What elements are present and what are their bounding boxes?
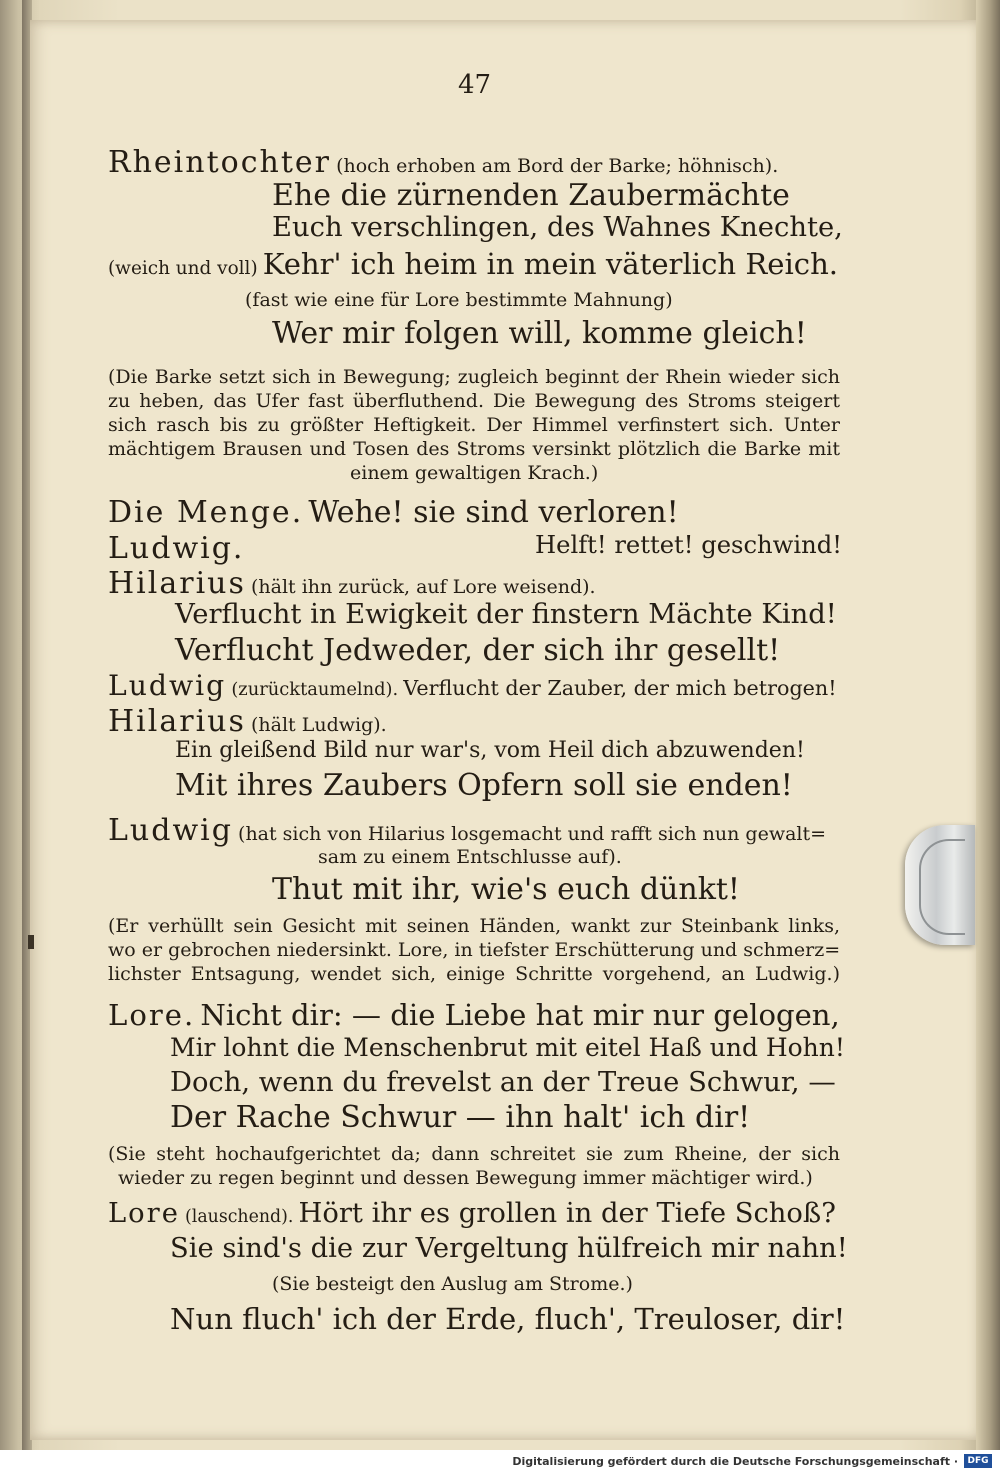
- verse-line: Kehr' ich heim in mein väterlich Reich.: [262, 247, 839, 281]
- line-4: [108, 247, 838, 281]
- speaker-lore: Lore: [108, 1198, 180, 1229]
- speaker-hilarius: Hilarius: [108, 704, 246, 739]
- stage-direction: (fast wie eine für Lore bestimmte Mahnung): [245, 289, 673, 311]
- speaker-ludwig: Ludwig: [108, 669, 227, 702]
- verse-line: Wehe! sie sind verloren!: [308, 495, 679, 530]
- line-9: [108, 566, 596, 601]
- stage-direction: (hat sich von Hilarius losgemacht und rafft sich nun gewalt=: [238, 823, 827, 845]
- speaker-hilarius: Hilarius: [108, 566, 246, 601]
- speaker-die-menge: Die Menge.: [108, 495, 304, 530]
- verse-line: Mir lohnt die Menschenbrut mit eitel Haß und Hohn!: [170, 1033, 845, 1062]
- stage-direction: (hält Ludwig).: [250, 714, 387, 736]
- page-edge: [976, 0, 1000, 1450]
- verse-line: Nun fluch' ich der Erde, fluch', Treuloser, dir!: [170, 1302, 846, 1336]
- verse-line: Helft! rettet! geschwind!: [535, 531, 842, 559]
- stage-direction: wo er gebrochen niedersinkt. Lore, in tiefster Erschütterung und schmerz=: [108, 939, 841, 961]
- margin-mark: [28, 935, 34, 949]
- speaker-ludwig: Ludwig: [108, 813, 233, 848]
- verse-line: Ehe die zürnenden Zaubermächte: [272, 178, 790, 213]
- verse-line: Der Rache Schwur — ihn halt' ich dir!: [170, 1100, 751, 1135]
- line-12: [108, 669, 837, 702]
- line-1: [108, 145, 778, 180]
- line-7: [108, 495, 679, 530]
- stage-direction: (zurücktaumelnd).: [231, 679, 399, 700]
- stage-direction: (Sie besteigt den Auslug am Strome.): [272, 1273, 633, 1295]
- stage-direction: (weich und voll): [108, 258, 258, 279]
- paper-clip-inner: [919, 839, 965, 935]
- paper-clip: [905, 825, 975, 945]
- stage-direction: zu heben, das Ufer fast überfluthend. Die Bewegung des Stroms steigert: [108, 390, 840, 412]
- line-22: [108, 1198, 836, 1229]
- stage-direction: (hält ihn zurück, auf Lore weisend).: [250, 576, 596, 598]
- speaker-lore: Lore.: [108, 998, 196, 1032]
- stage-direction: einem gewaltigen Krach.): [350, 462, 599, 484]
- stage-direction: sich rasch bis zu größter Heftigkeit. Der Himmel verfinstert sich. Unter: [108, 414, 840, 436]
- stage-direction: lichster Entsagung, wendet sich, einige Schritte vorgehend, an Ludwig.): [108, 963, 840, 985]
- speaker-rheintochter: Rheintochter: [108, 145, 331, 180]
- stage-direction: sam zu einem Entschlusse auf).: [318, 846, 622, 868]
- page-number: 47: [458, 70, 492, 100]
- speaker-ludwig: Ludwig.: [108, 531, 245, 566]
- verse-line: Thut mit ihr, wie's euch dünkt!: [272, 872, 740, 907]
- verse-line: Verflucht der Zauber, der mich betrogen!: [403, 676, 837, 700]
- verse-line: Doch, wenn du frevelst an der Treue Schwur, —: [170, 1067, 836, 1098]
- line-13: [108, 704, 387, 739]
- line-18: [108, 998, 840, 1032]
- verse-line: Verflucht in Ewigkeit der finstern Mächte Kind!: [175, 599, 837, 630]
- line-16: [108, 813, 826, 848]
- stage-direction: (Die Barke setzt sich in Bewegung; zugleich beginnt der Rhein wieder sich: [108, 366, 840, 388]
- stage-direction: (Sie steht hochaufgerichtet da; dann schreitet sie zum Rheine, der sich: [108, 1143, 840, 1165]
- stage-direction: wieder zu regen beginnt und dessen Bewegung immer mächtiger wird.): [118, 1167, 813, 1189]
- verse-line: Hört ihr es grollen in der Tiefe Schoß?: [298, 1198, 836, 1229]
- dfg-logo: DFG: [964, 1454, 992, 1468]
- verse-line: Wer mir folgen will, komme gleich!: [272, 316, 807, 351]
- verse-line: Sie sind's die zur Vergeltung hülfreich mir nahn!: [170, 1233, 848, 1264]
- stage-direction: mächtigem Brausen und Tosen des Stroms versinkt plötzlich die Barke mit: [108, 438, 840, 460]
- verse-line: Euch verschlingen, des Wahnes Knechte,: [272, 212, 843, 243]
- stage-direction: (lauschend).: [185, 1207, 294, 1227]
- verse-line: Ein gleißend Bild nur war's, vom Heil dich abzuwenden!: [175, 738, 805, 763]
- verse-line: Verflucht Jedweder, der sich ihr gesellt!: [175, 633, 781, 668]
- stage-direction: (hoch erhoben am Bord der Barke; höhnisch).: [336, 155, 779, 177]
- verse-line: Mit ihres Zaubers Opfern soll sie enden!: [175, 768, 793, 803]
- verse-line: Nicht dir: — die Liebe hat mir nur gelogen,: [200, 998, 840, 1032]
- footer-credit: Digitalisierung gefördert durch die Deutsche Forschungsgemeinschaft ·: [512, 1455, 958, 1468]
- stage-direction: (Er verhüllt sein Gesicht mit seinen Händen, wankt zur Steinbank links,: [108, 915, 840, 937]
